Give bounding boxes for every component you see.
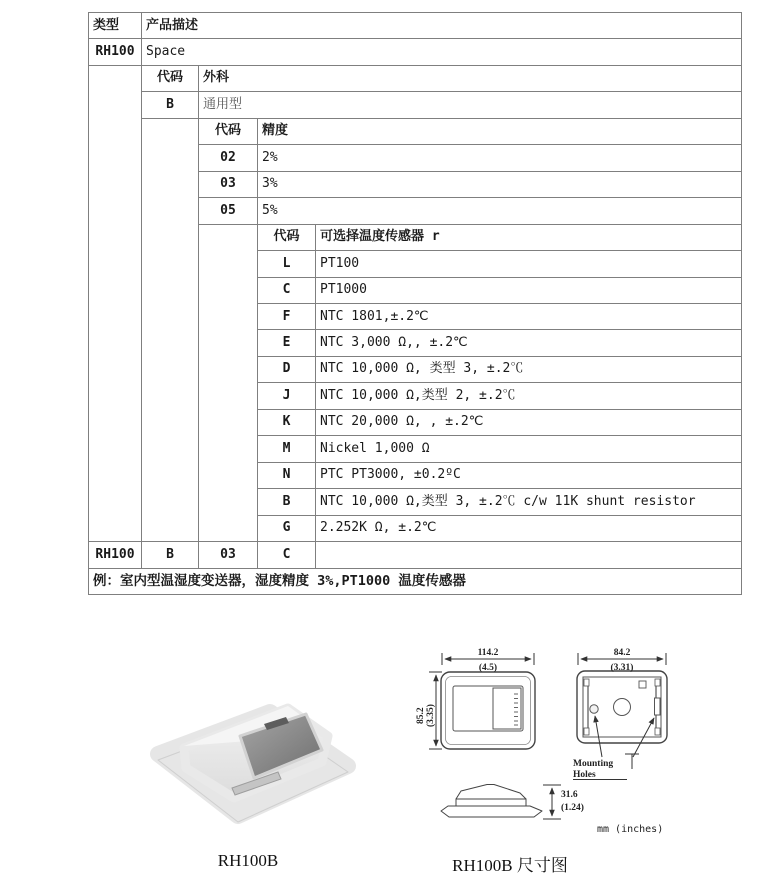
cell-sensor-code-header: 代码: [258, 224, 316, 250]
front-height-in-label: (3.35): [426, 704, 436, 727]
back-view: [577, 671, 667, 743]
center-hole: [614, 699, 631, 716]
depth-dimension: [543, 785, 584, 819]
dimension-drawing: [415, 638, 690, 853]
cell-accuracy-label-header: 精度: [258, 118, 742, 144]
cell-style-code: B: [142, 92, 199, 118]
front-width-mm-label: 114.2: [477, 648, 499, 658]
cell-sensor-code: D: [258, 356, 316, 382]
cell-sensor-label: NTC 10,000 Ω, 类型 3, ±.2℃: [316, 356, 742, 382]
cell-accuracy-label: 3%: [258, 171, 742, 197]
back-width-dimension: [578, 648, 666, 673]
cell-sensor-code: B: [258, 489, 316, 515]
table-row-header: [89, 13, 742, 39]
mounting-label-line1: Mounting: [573, 759, 614, 769]
front-view: [441, 672, 535, 749]
cell-example-model: RH100: [89, 542, 142, 568]
cell-example-empty: [316, 542, 742, 568]
units-note: mm (inches): [597, 824, 664, 835]
photo-caption: RH100B: [217, 851, 279, 870]
table-row-style-header: [89, 65, 742, 91]
cell-sensor-label: NTC 3,000 Ω,, ±.2℃: [316, 330, 742, 356]
mounting-holes-callout: [573, 716, 654, 780]
depth-in-label: (1.24): [561, 803, 584, 813]
table-row-style-option: [89, 92, 742, 118]
cell-sensor-code: M: [258, 436, 316, 462]
cell-sensor-code: F: [258, 303, 316, 329]
cell-sensor-code: J: [258, 383, 316, 409]
cell-accuracy-label: 5%: [258, 198, 742, 224]
cell-sensor-code: K: [258, 409, 316, 435]
cell-sensor-label: 2.252K Ω, ±.2℃: [316, 515, 742, 541]
vent-label-marks: [514, 694, 518, 725]
cell-sensor-code: E: [258, 330, 316, 356]
cell-accuracy-code: 02: [199, 145, 258, 171]
cell-sensor-label-header: 可选择温度传感器 r: [316, 224, 742, 250]
depth-mm-label: 31.6: [561, 790, 578, 800]
back-width-mm-label: 84.2: [613, 648, 631, 658]
cell-model-description: Space: [142, 39, 742, 65]
cell-sensor-code: C: [258, 277, 316, 303]
cell-example-sensor: C: [258, 542, 316, 568]
cell-sensor-code: L: [258, 251, 316, 277]
cell-sensor-label: PTC PT3000, ±0.2ºC: [316, 462, 742, 488]
front-height-dimension: [416, 672, 442, 749]
cell-sensor-code: G: [258, 515, 316, 541]
cell-accuracy-code-header: 代码: [199, 118, 258, 144]
mounting-slot-right: [655, 698, 661, 715]
front-width-dimension: [442, 648, 534, 673]
cell-model: RH100: [89, 39, 142, 65]
front-width-in-label: (4.5): [478, 663, 498, 673]
product-spec-table: [88, 12, 742, 595]
cell-spacer-col2: [142, 118, 199, 541]
mounting-hole-left: [590, 705, 598, 713]
cell-type-header: 类型: [89, 13, 142, 39]
dimension-drawing-svg: [415, 638, 690, 853]
cell-example-accuracy: 03: [199, 542, 258, 568]
cell-accuracy-code: 05: [199, 198, 258, 224]
cell-description-header: 产品描述: [142, 13, 742, 39]
cell-style-label: 通用型: [199, 92, 742, 118]
product-photo-svg: [136, 640, 366, 850]
front-height-mm-label: 85.2: [416, 707, 426, 724]
cell-sensor-label: NTC 10,000 Ω,类型 2, ±.2℃: [316, 383, 742, 409]
cell-example-style: B: [142, 542, 199, 568]
back-width-in-label: (3.31): [610, 663, 634, 673]
cell-example-note: 例：室内型温湿度变送器，湿度精度 3%,PT1000 温度传感器: [89, 568, 742, 594]
table-row-example-model: [89, 542, 742, 568]
table-row-accuracy-header: [89, 118, 742, 144]
cell-sensor-label: Nickel 1,000 Ω: [316, 436, 742, 462]
cell-style-code-header: 代码: [142, 65, 199, 91]
cell-style-label-header: 外科: [199, 65, 742, 91]
cell-sensor-label: PT100: [316, 251, 742, 277]
cell-spacer-col3: [199, 224, 258, 541]
drawing-caption: RH100B 尺寸图: [452, 856, 568, 875]
cell-spacer-col1: [89, 65, 142, 541]
table-row-model: [89, 39, 742, 65]
side-view: [441, 785, 542, 818]
table-row-example-note: [89, 568, 742, 594]
product-photo: [136, 640, 366, 850]
cell-sensor-label: NTC 1801,±.2℃: [316, 303, 742, 329]
cell-sensor-code: N: [258, 462, 316, 488]
cell-sensor-label: NTC 20,000 Ω, , ±.2℃: [316, 409, 742, 435]
cell-accuracy-label: 2%: [258, 145, 742, 171]
cell-accuracy-code: 03: [199, 171, 258, 197]
cell-sensor-label: PT1000: [316, 277, 742, 303]
mounting-label-line2: Holes: [573, 770, 596, 780]
cell-sensor-label: NTC 10,000 Ω,类型 3, ±.2℃ c/w 11K shunt resistor: [316, 489, 742, 515]
